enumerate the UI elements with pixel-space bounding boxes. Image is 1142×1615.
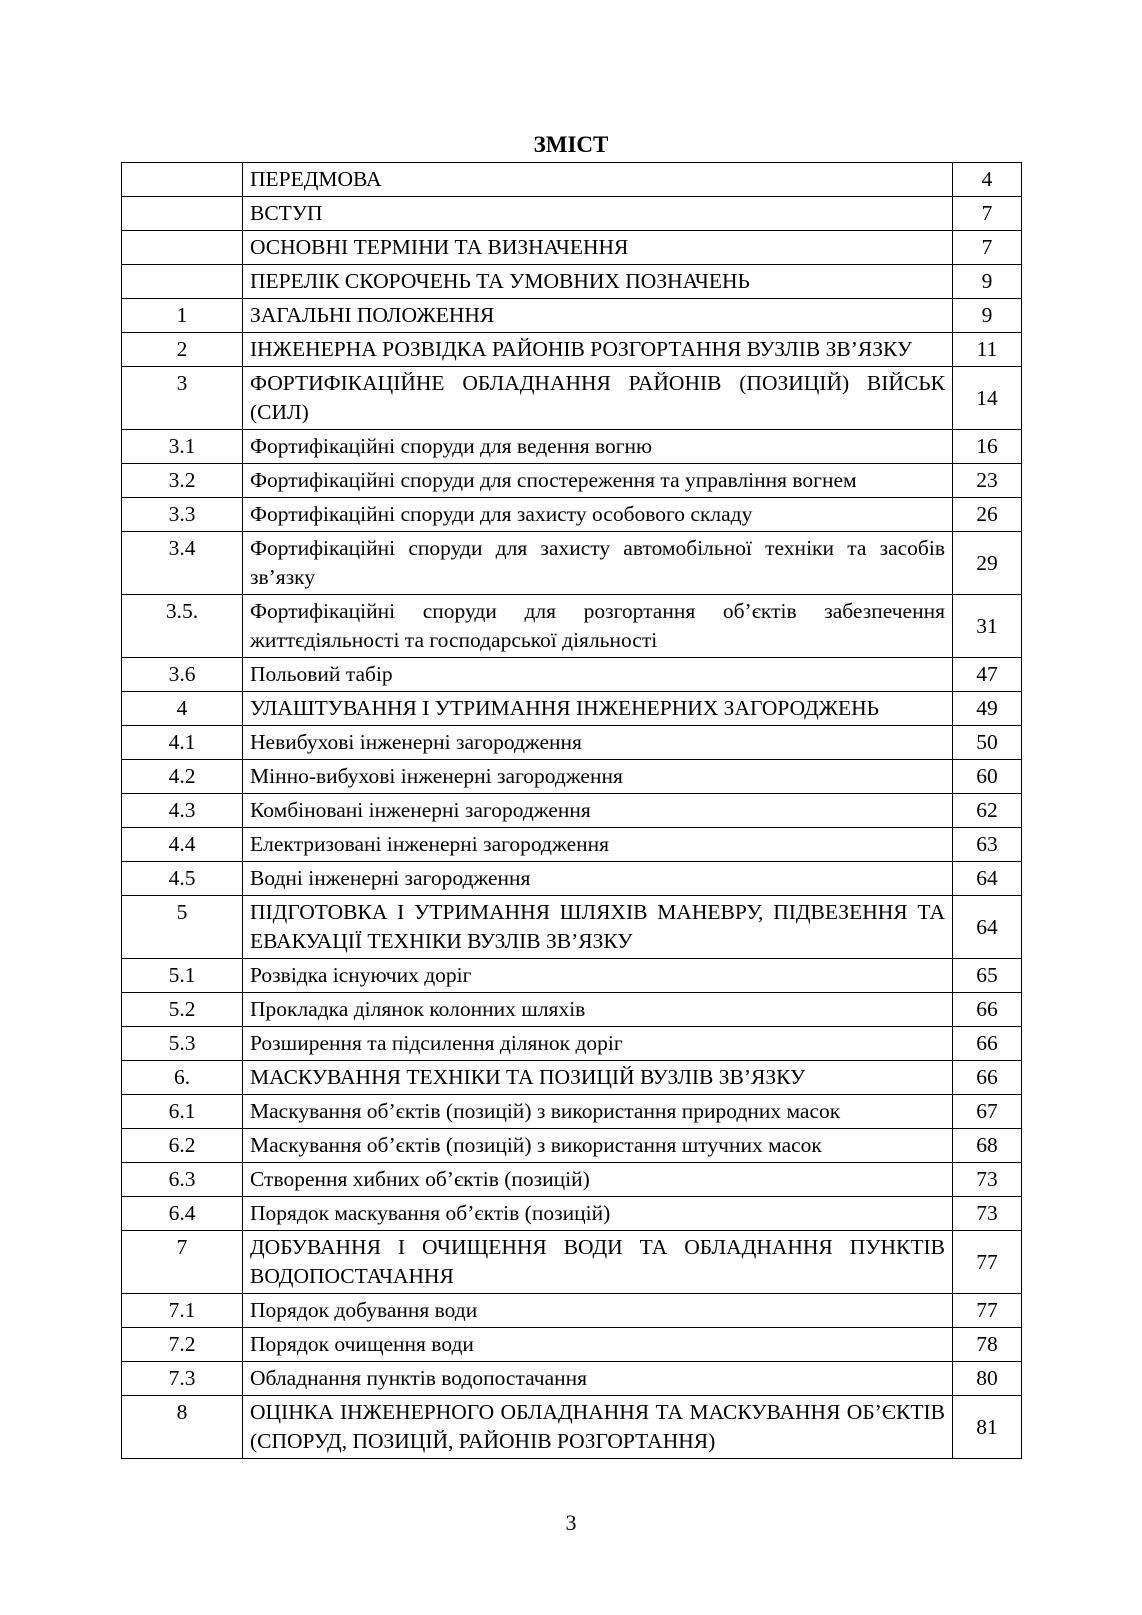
toc-page-number: 81 [953,1396,1022,1459]
toc-section-title: Електризовані інженерні загородження [243,828,953,862]
toc-page-number: 63 [953,828,1022,862]
toc-section-title: Порядок добування води [243,1294,953,1328]
toc-row [122,1328,1022,1362]
toc-page-number: 29 [953,532,1022,595]
toc-page-number: 7 [953,197,1022,231]
toc-page-number: 14 [953,367,1022,430]
toc-section-title: ЗАГАЛЬНІ ПОЛОЖЕННЯ [243,299,953,333]
toc-page-number: 64 [953,896,1022,959]
toc-row [122,367,1022,430]
toc-row [122,231,1022,265]
toc-section-number: 6.2 [122,1129,243,1163]
toc-heading: ЗМІСТ [533,132,609,157]
toc-row [122,1095,1022,1129]
toc-section-number: 3.2 [122,464,243,498]
toc-section-number: 8 [122,1396,243,1459]
toc-section-number: 5 [122,896,243,959]
toc-section-title: ПЕРЕДМОВА [243,163,953,197]
toc-section-number: 3.6 [122,658,243,692]
toc-section-title: Фортифікаційні споруди для захисту автомобільної техніки та засобів зв’язку [243,532,953,595]
toc-section-title: УЛАШТУВАННЯ І УТРИМАННЯ ІНЖЕНЕРНИХ ЗАГОРОДЖЕНЬ [243,692,953,726]
toc-section-number: 5.3 [122,1027,243,1061]
toc-page-number: 68 [953,1129,1022,1163]
toc-section-number [122,231,243,265]
toc-section-title: МАСКУВАННЯ ТЕХНІКИ ТА ПОЗИЦІЙ ВУЗЛІВ ЗВ’ЯЗКУ [243,1061,953,1095]
toc-row [122,163,1022,197]
toc-section-number: 4 [122,692,243,726]
toc-page-number: 77 [953,1231,1022,1294]
toc-section-number: 3.4 [122,532,243,595]
toc-section-title: Маскування об’єктів (позицій) з використання штучних масок [243,1129,953,1163]
toc-row [122,862,1022,896]
toc-row [122,828,1022,862]
toc-section-number [122,265,243,299]
toc-page-number: 73 [953,1197,1022,1231]
toc-page-number: 60 [953,760,1022,794]
toc-section-number: 4.4 [122,828,243,862]
toc-row [122,1362,1022,1396]
toc-row [122,692,1022,726]
toc-section-title: ДОБУВАННЯ І ОЧИЩЕННЯ ВОДИ ТА ОБЛАДНАННЯ ПУНКТІВ ВОДОПОСТАЧАННЯ [243,1231,953,1294]
toc-section-number: 5.1 [122,959,243,993]
toc-page-number: 62 [953,794,1022,828]
toc-section-title: Прокладка ділянок колонних шляхів [243,993,953,1027]
toc-page-number: 16 [953,430,1022,464]
toc-page-number: 49 [953,692,1022,726]
toc-section-number: 4.3 [122,794,243,828]
toc-section-number: 6.3 [122,1163,243,1197]
toc-page-number: 50 [953,726,1022,760]
toc-page-number: 9 [953,299,1022,333]
toc-page-number: 4 [953,163,1022,197]
toc-page-number: 66 [953,993,1022,1027]
toc-row [122,794,1022,828]
toc-row [122,464,1022,498]
toc-page-number: 77 [953,1294,1022,1328]
toc-section-title: Маскування об’єктів (позицій) з використання природних масок [243,1095,953,1129]
toc-row [122,299,1022,333]
toc-section-title: ПЕРЕЛІК СКОРОЧЕНЬ ТА УМОВНИХ ПОЗНАЧЕНЬ [243,265,953,299]
page-number: 3 [565,1510,577,1535]
toc-section-number: 7 [122,1231,243,1294]
toc-section-number: 1 [122,299,243,333]
toc-row [122,1396,1022,1459]
toc-section-number: 3.5. [122,595,243,658]
toc-row [122,197,1022,231]
toc-row [122,896,1022,959]
toc-section-number [122,163,243,197]
toc-section-number: 4.2 [122,760,243,794]
toc-section-number: 7.1 [122,1294,243,1328]
toc-page-number: 65 [953,959,1022,993]
toc-section-number: 5.2 [122,993,243,1027]
toc-page-number: 26 [953,498,1022,532]
toc-section-number: 6.4 [122,1197,243,1231]
toc-section-number: 3.1 [122,430,243,464]
toc-page-number: 47 [953,658,1022,692]
toc-section-number: 6.1 [122,1095,243,1129]
toc-section-title: Порядок маскування об’єктів (позицій) [243,1197,953,1231]
toc-page-number: 73 [953,1163,1022,1197]
toc-body [122,163,1022,1459]
toc-page-number: 23 [953,464,1022,498]
toc-row [122,726,1022,760]
toc-row [122,498,1022,532]
toc-section-number: 3.3 [122,498,243,532]
toc-page-number: 67 [953,1095,1022,1129]
toc-section-number: 7.3 [122,1362,243,1396]
toc-section-title: Розширення та підсилення ділянок доріг [243,1027,953,1061]
toc-page-number: 80 [953,1362,1022,1396]
toc-page-number: 64 [953,862,1022,896]
toc-section-number [122,197,243,231]
toc-row [122,595,1022,658]
toc-section-number: 3 [122,367,243,430]
toc-section-title: ВСТУП [243,197,953,231]
toc-row [122,1129,1022,1163]
toc-section-title: Створення хибних об’єктів (позицій) [243,1163,953,1197]
toc-section-title: ІНЖЕНЕРНА РОЗВІДКА РАЙОНІВ РОЗГОРТАННЯ ВУЗЛІВ ЗВ’ЯЗКУ [243,333,953,367]
toc-section-title: ФОРТИФІКАЦІЙНЕ ОБЛАДНАННЯ РАЙОНІВ (ПОЗИЦІЙ) ВІЙСЬК (СИЛ) [243,367,953,430]
toc-section-title: Фортифікаційні споруди для розгортання об’єктів забезпечення життєдіяльності та господарської діяльності [243,595,953,658]
toc-section-title: ПІДГОТОВКА І УТРИМАННЯ ШЛЯХІВ МАНЕВРУ, ПІДВЕЗЕННЯ ТА ЕВАКУАЦІЇ ТЕХНІКИ ВУЗЛІВ ЗВ’ЯЗКУ [243,896,953,959]
toc-page-number: 9 [953,265,1022,299]
toc-section-number: 4.1 [122,726,243,760]
toc-section-title: Порядок очищення води [243,1328,953,1362]
toc-row [122,1061,1022,1095]
toc-section-title: Фортифікаційні споруди для ведення вогню [243,430,953,464]
toc-row [122,993,1022,1027]
toc-section-title: Невибухові інженерні загородження [243,726,953,760]
toc-row [122,760,1022,794]
toc-row [122,1197,1022,1231]
toc-page-number: 66 [953,1027,1022,1061]
toc-row [122,1231,1022,1294]
toc-section-title: Фортифікаційні споруди для спостереження та управління вогнем [243,464,953,498]
toc-row [122,658,1022,692]
toc-section-title: Комбіновані інженерні загородження [243,794,953,828]
toc-section-title: ОЦІНКА ІНЖЕНЕРНОГО ОБЛАДНАННЯ ТА МАСКУВАННЯ ОБ’ЄКТІВ (СПОРУД, ПОЗИЦІЙ, РАЙОНІВ РОЗГОРТАННЯ) [243,1396,953,1459]
toc-page-number: 11 [953,333,1022,367]
toc-section-number: 4.5 [122,862,243,896]
toc-section-number: 7.2 [122,1328,243,1362]
toc-page-number: 7 [953,231,1022,265]
toc-row [122,333,1022,367]
toc-row [122,1163,1022,1197]
toc-table [121,162,1022,1459]
toc-section-title: Мінно-вибухові інженерні загородження [243,760,953,794]
toc-section-title: Водні інженерні загородження [243,862,953,896]
toc-section-title: ОСНОВНІ ТЕРМІНИ ТА ВИЗНАЧЕННЯ [243,231,953,265]
toc-section-title: Обладнання пунктів водопостачання [243,1362,953,1396]
toc-section-title: Розвідка існуючих доріг [243,959,953,993]
toc-row [122,430,1022,464]
toc-row [122,1294,1022,1328]
toc-section-number: 6. [122,1061,243,1095]
toc-row [122,265,1022,299]
toc-page-number: 78 [953,1328,1022,1362]
toc-row [122,959,1022,993]
toc-row [122,1027,1022,1061]
toc-row [122,532,1022,595]
toc-page-number: 66 [953,1061,1022,1095]
toc-page-number: 31 [953,595,1022,658]
toc-section-title: Фортифікаційні споруди для захисту особового складу [243,498,953,532]
toc-section-number: 2 [122,333,243,367]
toc-section-title: Польовий табір [243,658,953,692]
